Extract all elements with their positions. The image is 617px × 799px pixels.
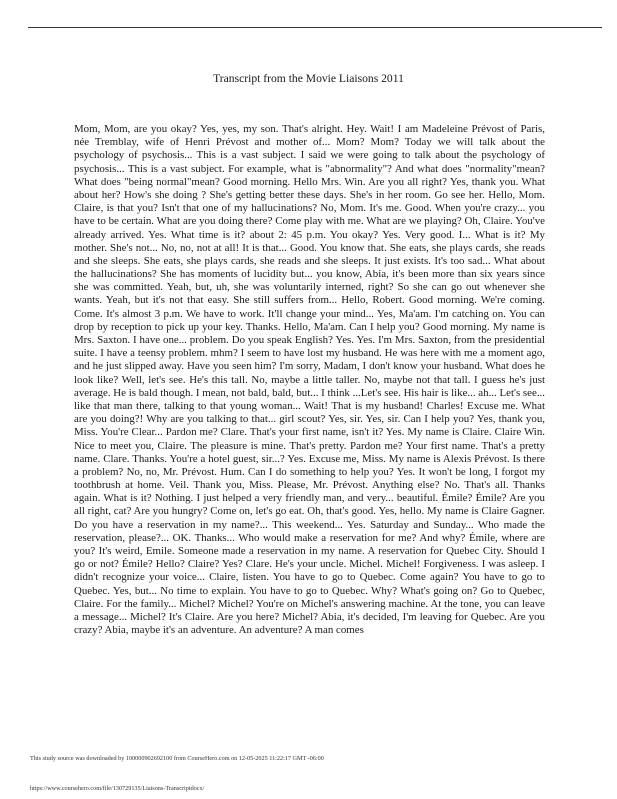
source-url[interactable]: https://www.coursehero.com/file/130729135/Liaisons-Transcriptdocx/	[30, 785, 205, 792]
document-title: Transcript from the Movie Liaisons 2011	[213, 72, 404, 85]
transcript-body: Mom, Mom, are you okay? Yes, yes, my son. That's alright. Hey. Wait! I am Madeleine Prévost of Paris, née Tremblay, wife of Henri Prévost and mother of... Mom? Mom? Today we will talk about the psychology of psychosis... This is a vast subject. I said we were going to talk about the psychology of psychosis... This is a vast subject. For example, what is "abnormality"? And what does "normality"mean? What does "being normal"mean? Good morning. Hello Mrs. Win. Are you all right? Yes, thank you. What about her? How's she doing ? She's getting better these days. She's in her room. Go see her. Hello, Mom. Claire, is that you? Isn't that one of my hallucinations? No, Mom. It's me. Good. When you're crazy... you have to be certain. What are you doing there? Come play with me. What are we playing? Oh, Claire. You've already arrived. Yes. What time is it? about 2: 45 p.m. You okay? Yes. Very good. I... What is it? My mother. She's not... No, no, not at all! It is that... Good. You know that. She eats, she plays cards, she reads and she sleeps. She eats, she plays cards, she reads and she sleeps. It just exists. It's too sad... What about the hallucinations? She has moments of lucidity but... you know, Abia, it's been more than six years since she was committed. Yeah, but, uh, she was voluntarily interned, right? So she can go out whenever she wants. Yeah, but it's not that easy. She still suffers from... Hello, Robert. Good morning. We're coming. Come. It's almost 3 p.m. We have to work. It'll change your mind... Yes, Ma'am. I'm catching on. You can drop by reception to pick up your key. Thanks. Hello, Ma'am. Can I help you? Good morning. My name is Mrs. Saxton. I have one... problem. Do you speak English? Yes. Yes. I'm Mrs. Saxton, from the presidential suite. I have a teensy problem. mhm? I seem to have lost my husband. He was here with me a moment ago, and he just slipped away. Have you seen him? I'm sorry, Madam, I don't know your husband. What does he look like? Well, let's see. He's this tall. No, maybe a little taller. No, maybe not that tall. I guess he's just average. He is bald though. I mean, not bald, bald, but... I think ...Let's see. His hair is like... ah... Let's see... like that man there, talking to that young woman... Wait! That is my husband! Charles! Excuse me. What are you doing?! Why are you talking to that... girl scout? Yes, sir. Yes, sir. Can I help you? Yes, thank you, Miss. You're Clear... Pardon me? Clare. That's your first name, isn't it? Yes. My name is Claire. Claire Win. Nice to meet you, Claire. The pleasure is mine. That's pretty. Pardon me? Your first name. That's a pretty name. Clare. Thanks. You're a hotel guest, sir...? Yes. Excuse me, Miss. My name is Alexis Prévost. Is there a problem? No, no, Mr. Prévost. Hum. Can I do something to help you? Yes. It won't be long, I forgot my toothbrush at home. Veil. Thank you, Miss. Please, Mr. Prévost. Anything else? No. That's all. Thanks again. What is it? Nothing. I just helped a very friendly man, and very... beautiful. Émile? Émile? Are you all right, cat? Are you hungry? Come on, let's go eat. Oh, that's good. Yes, hello. My name is Claire Gagner. Do you have a reservation in my name?... This weekend... Yes. Saturday and Sunday... Who made the reservation, please?... OK. Thanks... Who would make a reservation for me? And why? Émile, where are you? It's weird, Emile. Someone made a reservation in my name. A reservation for Quebec City. Should I go or not? Émile? Hello? Claire? Yes? Clare. He's your uncle. Michel. Michel! Forgiveness. I was asleep. I didn't recognize your voice... Claire, listen. You have to go to Quebec. Come again? You have to go to Quebec. Yes, but... No time to explain. You have to go to Quebec. Why? What's going on? Go to Quebec, Claire. For the family... Michel? Michel? You're on Michel's answering machine. At the tone, you can leave a message... Michel? It's Claire. Are you here? Michel? Abia, it's decided, I'm leaving for Quebec. Are you crazy? Abia, maybe it's an adventure. An adventure? A man comes	[74, 123, 545, 637]
header-divider	[28, 27, 602, 28]
download-source-note: This study source was downloaded by 100000902692100 from CourseHero.com on 12-05-2025 11:22:17 GMT -06:00	[30, 755, 324, 762]
